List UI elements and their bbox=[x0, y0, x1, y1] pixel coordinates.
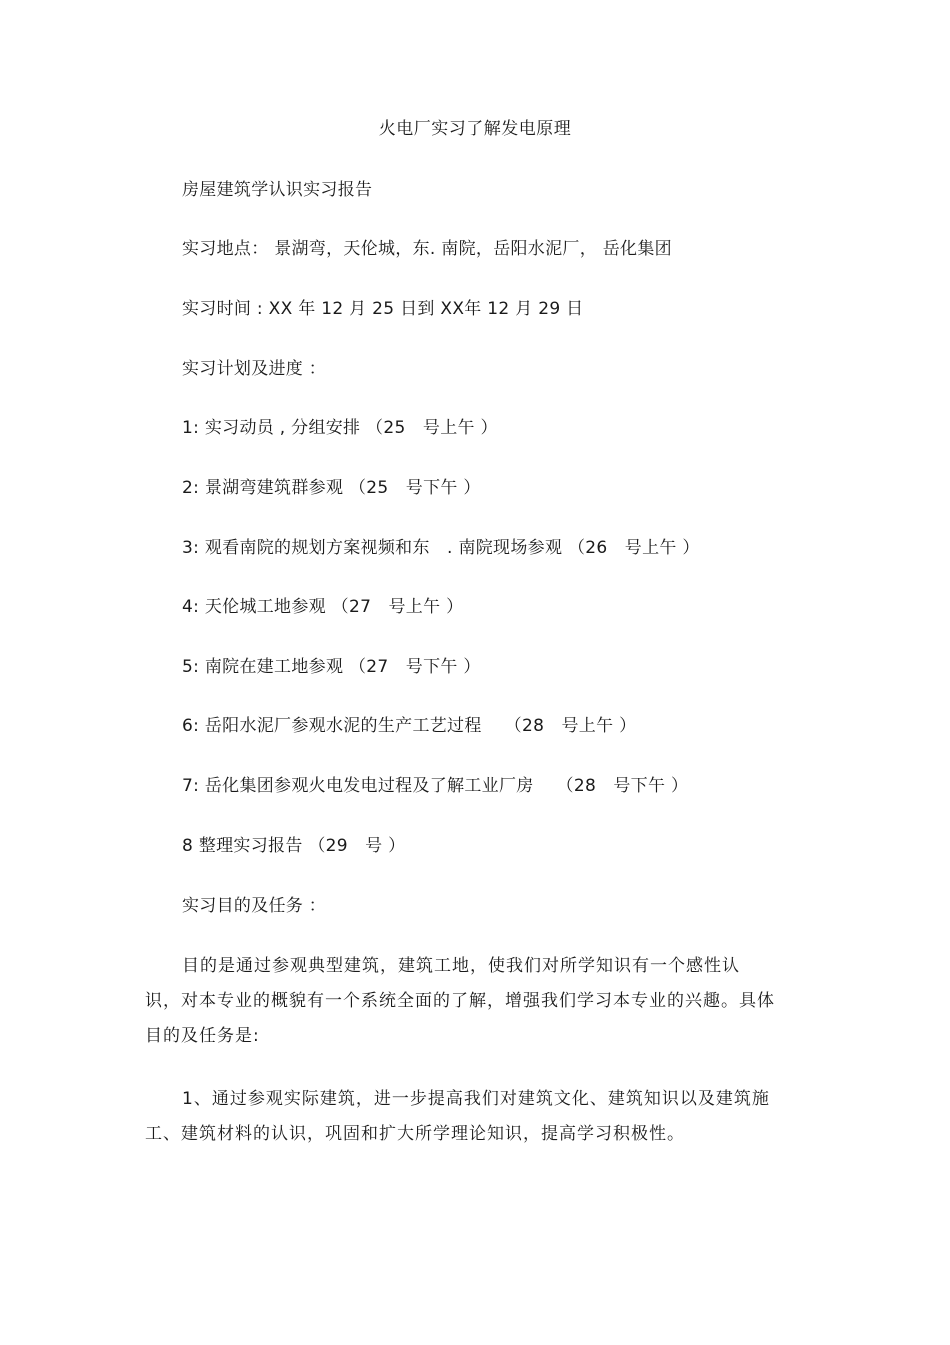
task-paragraph-1: 1、通过参观实际建筑，进一步提高我们对建筑文化、建筑知识以及建筑施工、建筑材料的认识，巩固和扩大所学理论知识，提高学习积极性。 bbox=[145, 1089, 770, 1144]
goal-paragraph: 目的是通过参观典型建筑，建筑工地，使我们对所学知识有一个感性认识，对本专业的概貌有一个系统全面的了解，增强我们学习本专业的兴趣。具体目的及任务是: bbox=[145, 956, 775, 1046]
plan-item-8: 8 整理实习报告 （29 号 ） bbox=[182, 836, 406, 856]
plan-item-3: 3: 观看南院的规划方案视频和东 . 南院现场参观 （26 号上午 ） bbox=[182, 538, 700, 558]
plan-item-1: 1: 实习动员 , 分组安排 （25 号上午 ） bbox=[182, 418, 498, 438]
plan-heading: 实习计划及进度 ： bbox=[182, 359, 327, 379]
goal-heading: 实习目的及任务 ： bbox=[182, 896, 327, 916]
plan-item-2: 2: 景湖弯建筑群参观 （25 号下午 ） bbox=[182, 478, 481, 498]
plan-item-7: 7: 岳化集团参观火电发电过程及了解工业厂房 （28 号下午 ） bbox=[182, 776, 689, 796]
internship-location: 实习地点： 景湖弯，天伦城，东. 南院，岳阳水泥厂， 岳化集团 bbox=[182, 239, 672, 259]
document-title: 火电厂实习了解发电原理 bbox=[378, 119, 572, 139]
plan-item-4: 4: 天伦城工地参观 （27 号上午 ） bbox=[182, 597, 464, 617]
plan-item-5: 5: 南院在建工地参观 （27 号下午 ） bbox=[182, 657, 481, 677]
internship-time: 实习时间 : XX 年 12 月 25 日到 XX年 12 月 29 日 bbox=[182, 299, 584, 319]
plan-item-6: 6: 岳阳水泥厂参观水泥的生产工艺过程 （28 号上午 ） bbox=[182, 716, 637, 736]
report-subtitle: 房屋建筑学认识实习报告 bbox=[182, 180, 373, 200]
